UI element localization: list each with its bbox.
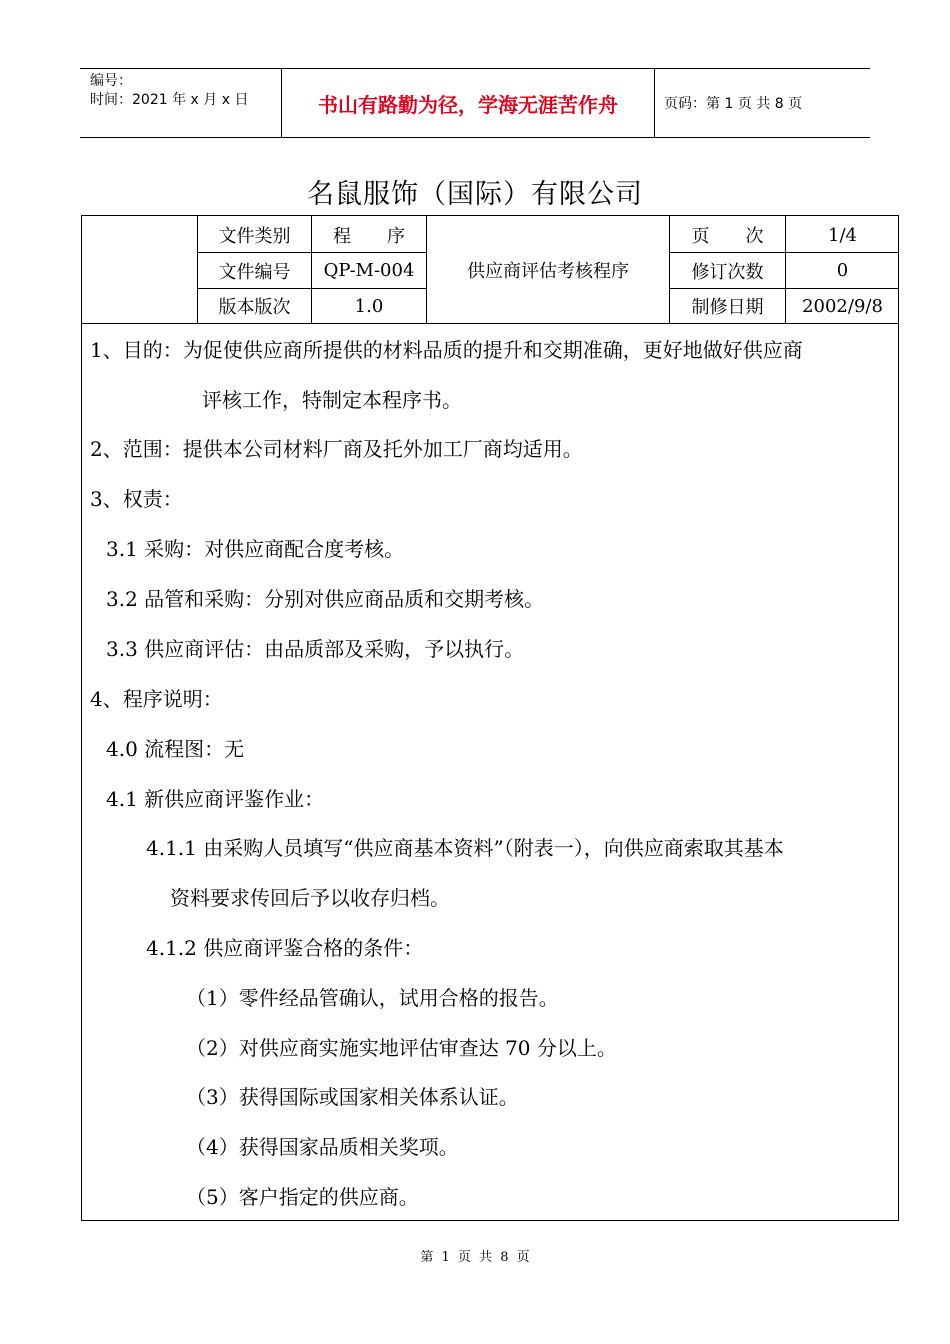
number-label: 编号：: [90, 73, 132, 89]
date-value: 2002/9/8: [802, 295, 883, 317]
responsibility-3-2: 3.2 品管和采购：分别对供应商品质和交期考核。: [106, 587, 545, 611]
version-value: 1.0: [354, 295, 384, 317]
company-title: 名鼠服饰（国际）有限公司: [307, 179, 643, 210]
procedure-4-1-1: 4.1.1 由采购人员填写“供应商基本资料”（附表一），向供应商索取其基本: [146, 836, 784, 860]
condition-2: （2）对供应商实施实地评估审查达 70 分以上。: [186, 1036, 617, 1060]
slogan: 书山有路勤为径，学海无涯苦作舟: [282, 69, 655, 137]
condition-3: （3）获得国际或国家相关体系认证。: [186, 1085, 519, 1109]
revision-value: 0: [836, 260, 849, 281]
condition-1: （1）零件经品管确认，试用合格的报告。: [186, 986, 559, 1010]
purpose-line-cont: 评核工作，特制定本程序书。: [202, 388, 462, 412]
scope-line: 2、范围：提供本公司材料厂商及托外加工厂商均适用。: [90, 437, 583, 461]
responsibility-3-3: 3.3 供应商评估：由品质部及采购，予以执行。: [106, 637, 525, 661]
revision-label: 修订次数: [691, 261, 764, 283]
procedure-4-1-1-cont: 资料要求传回后予以收存归档。: [170, 886, 450, 910]
page-footer: 第 1 页 共 8 页: [420, 1250, 530, 1265]
date-label: 时间：2021 年 x 月 x 日: [90, 92, 249, 108]
type-label: 文件类别: [218, 226, 291, 247]
purpose-line: 1、目的：为促使供应商所提供的材料品质的提升和交期准确，更好地做好供应商: [90, 338, 803, 362]
condition-4: （4）获得国家品质相关奖项。: [186, 1135, 459, 1159]
code-label: 文件编号: [218, 261, 291, 283]
condition-5: （5）客户指定的供应商。: [186, 1185, 419, 1209]
page-header: [80, 68, 870, 138]
responsibility-heading: 3、权责：: [90, 487, 183, 511]
version-label: 版本版次: [218, 297, 291, 318]
doc-title: 供应商评估考核程序: [467, 260, 629, 282]
date-label: 制修日期: [691, 297, 764, 318]
page-value: 1/4: [828, 224, 857, 246]
procedure-4-0: 4.0 流程图：无: [106, 737, 245, 761]
type-value: 程 序: [333, 226, 405, 247]
procedure-heading: 4、程序说明：: [90, 687, 223, 711]
header-page-info: 页码：第 1 页 共 8 页: [664, 96, 803, 112]
code-value: QP-M-004: [323, 260, 415, 281]
procedure-4-1-2: 4.1.2 供应商评鉴合格的条件：: [146, 936, 424, 960]
doc-info-table: [81, 215, 899, 324]
header-meta: [80, 69, 282, 137]
responsibility-3-1: 3.1 采购：对供应商配合度考核。: [106, 537, 405, 561]
procedure-4-1: 4.1 新供应商评鉴作业：: [106, 787, 325, 811]
page-label: 页 次: [691, 226, 764, 247]
